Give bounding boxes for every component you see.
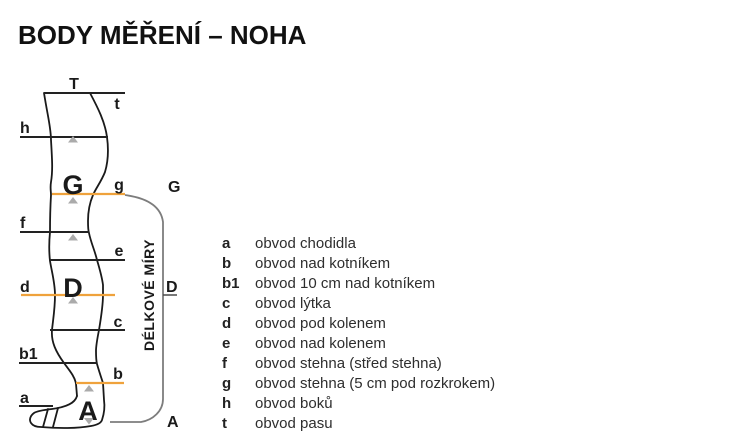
legend-text: obvod pod kolenem <box>255 315 386 332</box>
label-b1: b1 <box>19 346 38 363</box>
legend-key: g <box>222 375 232 392</box>
label-T: T <box>69 76 79 93</box>
label-a: a <box>20 390 29 407</box>
legend-row-d <box>222 314 542 334</box>
bracket-label-G: G <box>168 179 181 196</box>
legend-text: obvod chodidla <box>255 235 356 252</box>
legend-text: obvod nad kotníkem <box>255 255 391 272</box>
legend-key: h <box>222 395 232 412</box>
leg-measurement-diagram <box>0 0 210 441</box>
legend-key: d <box>222 315 232 332</box>
label-t: t <box>114 96 120 113</box>
marker-triangle-up-b-icon <box>84 385 94 392</box>
zone-label-D: D <box>63 273 83 303</box>
page-title: BODY MĚŘENÍ – NOHA <box>18 20 307 50</box>
legend-text: obvod stehna (5 cm pod rozkrokem) <box>255 375 496 392</box>
legend-key: t <box>222 415 227 432</box>
legend <box>222 234 542 434</box>
legend-text: obvod lýtka <box>255 295 331 312</box>
legend-text: obvod stehna (střed stehna) <box>255 355 442 372</box>
label-b: b <box>113 366 123 383</box>
label-h: h <box>20 120 30 137</box>
legend-row-e <box>222 334 542 354</box>
length-measures-vertical-label: DÉLKOVÉ MÍRY <box>141 238 157 352</box>
bracket-label-D: D <box>166 279 178 296</box>
legend-text: obvod pasu <box>255 415 333 432</box>
legend-key: b1 <box>222 275 240 292</box>
label-f: f <box>20 215 26 232</box>
legend-text: obvod nad kolenem <box>255 335 386 352</box>
legend-key: f <box>222 355 227 372</box>
legend-row-b <box>222 254 542 274</box>
toe-band-line-outer <box>43 409 48 427</box>
toe-band-line-inner <box>53 408 58 427</box>
legend-row-a <box>222 234 542 254</box>
label-e: e <box>114 243 124 260</box>
legend-key: b <box>222 255 232 272</box>
bracket-label-A: A <box>167 414 179 431</box>
label-g: g <box>114 177 124 194</box>
legend-text: obvod boků <box>255 395 333 412</box>
label-d: d <box>20 279 30 296</box>
legend-key: a <box>222 235 231 252</box>
legend-row-b1 <box>222 274 542 294</box>
legend-key: e <box>222 335 231 352</box>
legend-row-h <box>222 394 542 414</box>
marker-triangle-up-f-icon <box>68 234 78 241</box>
legend-row-g <box>222 374 542 394</box>
zone-label-G: G <box>62 170 84 200</box>
zone-label-A: A <box>78 396 98 426</box>
legend-row-f <box>222 354 542 374</box>
legend-text: obvod 10 cm nad kotníkem <box>255 275 436 292</box>
legend-row-t <box>222 414 542 434</box>
legend-key: c <box>222 295 231 312</box>
legend-row-c <box>222 294 542 314</box>
label-c: c <box>113 314 123 331</box>
